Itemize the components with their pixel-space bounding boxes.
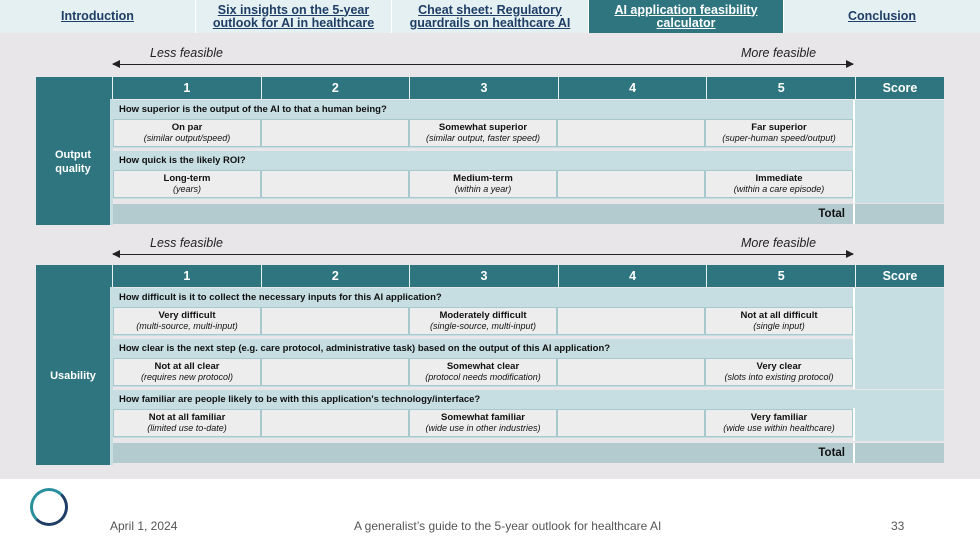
less-feasible-label: Less feasible	[150, 236, 223, 250]
option-2[interactable]	[261, 307, 409, 335]
option-3[interactable]	[409, 358, 557, 386]
header-score: Score	[856, 77, 944, 99]
tab-introduction[interactable]: Introduction	[0, 0, 196, 33]
arrow-right-icon	[846, 60, 854, 68]
table-header	[36, 77, 944, 99]
scale-arrow-line	[113, 254, 853, 255]
header-blank	[36, 265, 113, 287]
option-5[interactable]	[705, 170, 853, 198]
header-col-3: 3	[410, 265, 559, 287]
option-subtitle: (wide use within healthcare)	[723, 423, 835, 433]
feasibility-scale-bottom	[0, 236, 980, 266]
table-header	[36, 265, 944, 287]
question-row: How quick is the likely ROI?	[113, 151, 853, 169]
option-2[interactable]	[261, 170, 409, 198]
option-5[interactable]	[705, 409, 853, 437]
option-title: Not at all clear	[154, 361, 220, 372]
option-subtitle: (years)	[172, 184, 201, 194]
more-feasible-label: More feasible	[741, 236, 817, 250]
arrow-left-icon	[112, 60, 120, 68]
question-row: How superior is the output of the AI to that a human being?	[113, 100, 853, 118]
option-subtitle: (single-source, multi-input)	[429, 321, 537, 331]
total-row	[113, 443, 944, 463]
tab-conclusion[interactable]: Conclusion	[784, 0, 980, 33]
option-1[interactable]	[113, 307, 261, 335]
header-col-4: 4	[559, 265, 708, 287]
option-subtitle: (single input)	[753, 321, 805, 331]
output-quality-table	[36, 77, 944, 225]
score-cell[interactable]	[853, 100, 944, 203]
option-title: Somewhat clear	[446, 361, 520, 372]
header-col-5: 5	[707, 265, 856, 287]
option-4[interactable]	[557, 307, 705, 335]
tab-cheat-sheet[interactable]: Cheat sheet: Regulatory guardrails on healthcare AI	[392, 0, 589, 33]
total-label: Total	[113, 204, 853, 224]
option-title: Very clear	[756, 361, 802, 372]
header-blank	[36, 77, 113, 99]
arrow-right-icon	[846, 250, 854, 258]
more-feasible-label: More feasible	[741, 46, 817, 60]
option-4[interactable]	[557, 358, 705, 386]
total-value-cell[interactable]	[853, 443, 944, 463]
option-title: Very familiar	[750, 412, 808, 423]
option-1[interactable]	[113, 170, 261, 198]
score-cell[interactable]	[853, 408, 944, 441]
tab-six-insights[interactable]: Six insights on the 5-year outlook for AI in healthcare	[196, 0, 392, 33]
option-5[interactable]	[705, 119, 853, 147]
header-col-3: 3	[410, 77, 559, 99]
content-panel	[0, 33, 980, 479]
option-title: Medium-term	[453, 173, 513, 184]
feasibility-scale-top	[0, 46, 980, 76]
option-title: Immediate	[755, 173, 803, 184]
question-row: How familiar are people likely to be with this application's technology/interface?	[113, 390, 944, 408]
footer-date: April 1, 2024	[110, 519, 178, 533]
option-subtitle: (protocol needs modification)	[425, 372, 541, 382]
option-5[interactable]	[705, 307, 853, 335]
options-row	[113, 306, 853, 336]
score-cell[interactable]	[853, 288, 944, 389]
option-title: Somewhat superior	[438, 122, 528, 133]
option-title: Moderately difficult	[439, 310, 527, 321]
header-col-2: 2	[262, 77, 411, 99]
option-subtitle: (limited use to-date)	[147, 423, 227, 433]
question-row: How clear is the next step (e.g. care protocol, administrative task) based on the output of this AI application?	[113, 339, 853, 357]
top-nav	[0, 0, 980, 33]
option-3[interactable]	[409, 409, 557, 437]
output-quality-label: Output quality	[36, 99, 113, 225]
usability-table	[36, 265, 944, 465]
total-row	[113, 204, 944, 224]
option-1[interactable]	[113, 119, 261, 147]
option-subtitle: (slots into existing protocol)	[724, 372, 834, 382]
arrow-left-icon	[112, 250, 120, 258]
options-row	[113, 169, 853, 199]
options-row	[113, 118, 853, 148]
logo-ring-icon	[30, 488, 68, 526]
header-col-1: 1	[113, 265, 262, 287]
header-col-4: 4	[559, 77, 708, 99]
tab-feasibility-calculator[interactable]: AI application feasibility calculator	[589, 0, 784, 33]
option-1[interactable]	[113, 409, 261, 437]
total-value-cell[interactable]	[853, 204, 944, 224]
options-row	[113, 357, 853, 387]
option-subtitle: (requires new protocol)	[140, 372, 234, 382]
option-title: Very difficult	[158, 310, 216, 321]
option-4[interactable]	[557, 119, 705, 147]
option-title: On par	[171, 122, 203, 133]
option-2[interactable]	[261, 409, 409, 437]
question-row: How difficult is it to collect the necessary inputs for this AI application?	[113, 288, 853, 306]
options-row	[113, 408, 853, 438]
scale-arrow-line	[113, 64, 853, 65]
option-subtitle: (wide use in other industries)	[425, 423, 541, 433]
option-5[interactable]	[705, 358, 853, 386]
page-number: 33	[891, 519, 905, 533]
option-3[interactable]	[409, 170, 557, 198]
total-label: Total	[113, 443, 853, 463]
option-title: Not at all familiar	[148, 412, 226, 423]
option-1[interactable]	[113, 358, 261, 386]
header-col-5: 5	[707, 77, 856, 99]
option-title: Not at all difficult	[740, 310, 818, 321]
option-subtitle: (multi-source, multi-input)	[136, 321, 238, 331]
usability-label: Usability	[36, 287, 113, 465]
footer-title: A generalist’s guide to the 5-year outlook for healthcare AI	[354, 519, 662, 533]
option-2[interactable]	[261, 119, 409, 147]
option-2[interactable]	[261, 358, 409, 386]
header-col-2: 2	[262, 265, 411, 287]
option-title: Long-term	[163, 173, 211, 184]
header-score: Score	[856, 265, 944, 287]
option-subtitle: (super-human speed/output)	[722, 133, 836, 143]
option-3[interactable]	[409, 307, 557, 335]
option-subtitle: (similar output, faster speed)	[425, 133, 541, 143]
option-subtitle: (similar output/speed)	[143, 133, 231, 143]
less-feasible-label: Less feasible	[150, 46, 223, 60]
option-subtitle: (within a care episode)	[733, 184, 825, 194]
header-col-1: 1	[113, 77, 262, 99]
option-4[interactable]	[557, 170, 705, 198]
option-title: Somewhat familiar	[441, 412, 525, 423]
option-4[interactable]	[557, 409, 705, 437]
option-title: Far superior	[751, 122, 807, 133]
option-subtitle: (within a year)	[454, 184, 512, 194]
option-3[interactable]	[409, 119, 557, 147]
